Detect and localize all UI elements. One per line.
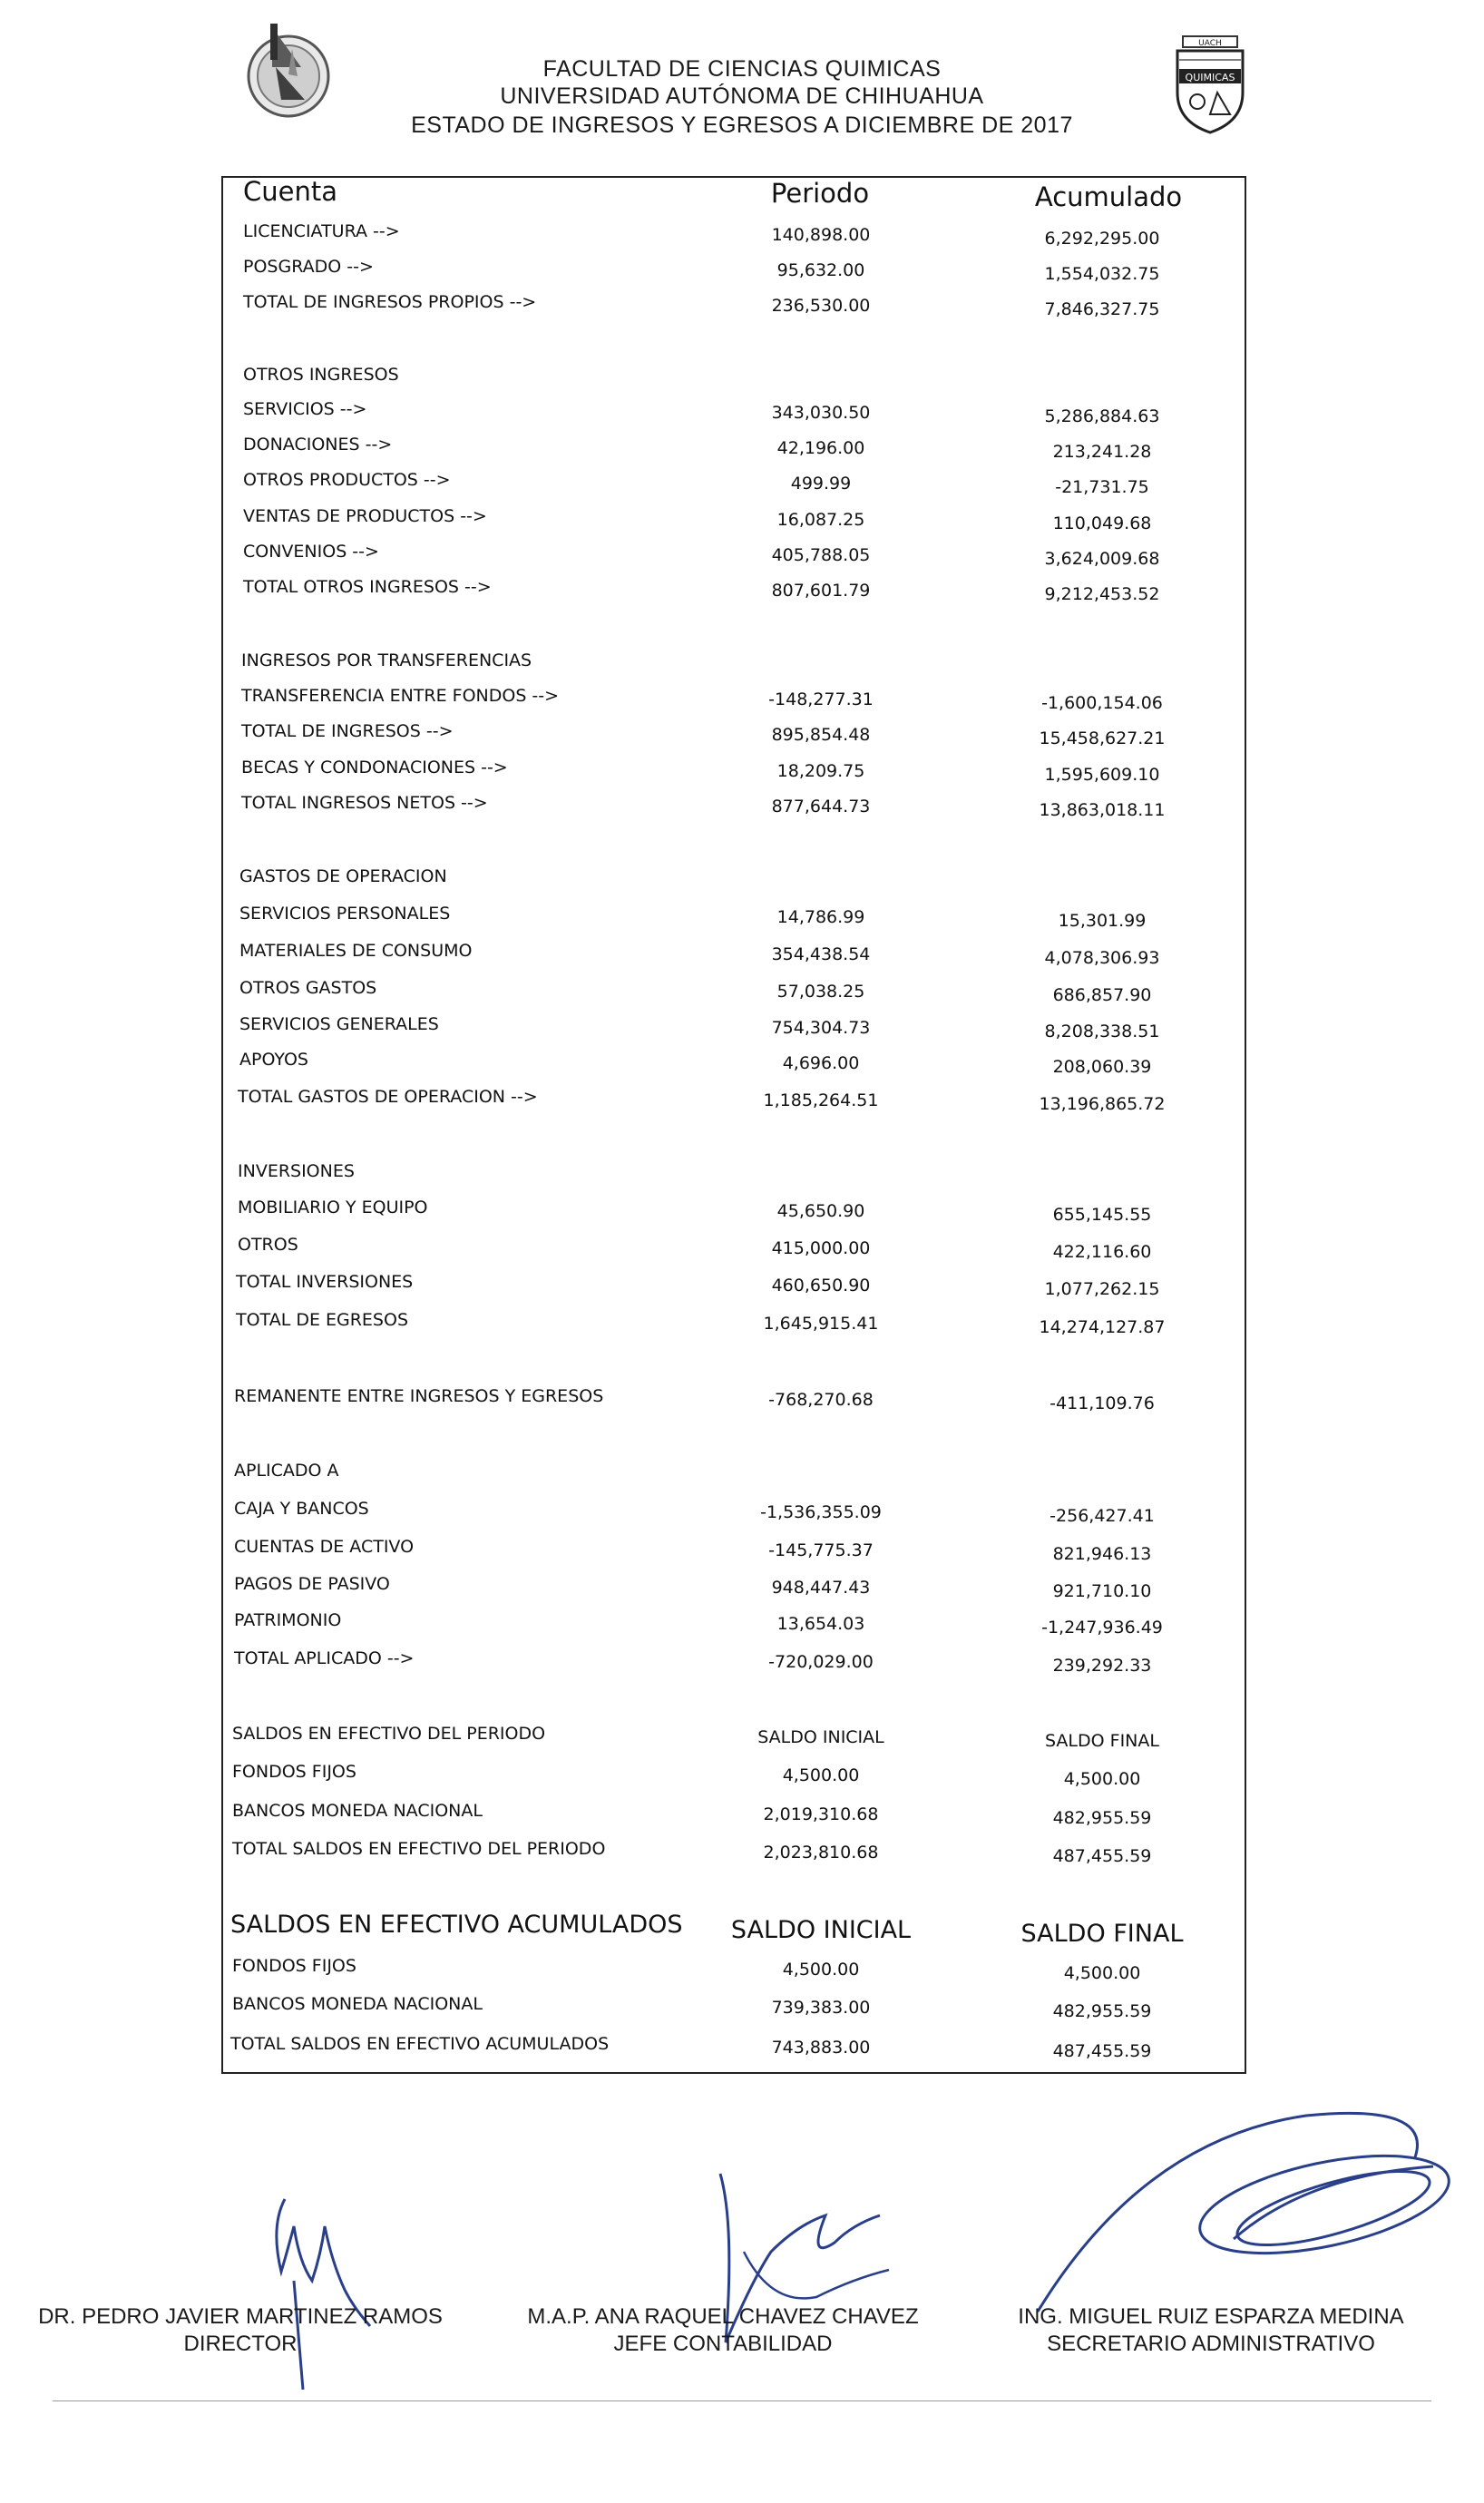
admin-signature xyxy=(1034,2103,1460,2321)
director-signature xyxy=(234,2172,388,2399)
row-label: APOYOS xyxy=(239,1050,308,1070)
row-label: SERVICIOS PERSONALES xyxy=(239,904,451,924)
row-periodo-value: 2,019,310.68 xyxy=(763,1804,879,1824)
row-periodo-value: 14,786.99 xyxy=(776,907,865,927)
row-label: TOTAL DE INGRESOS PROPIOS --> xyxy=(243,292,537,312)
row-acumulado-value: 8,208,338.51 xyxy=(1044,1022,1160,1041)
signer-3-name: ING. MIGUEL RUIZ ESPARZA MEDINA xyxy=(1018,2304,1404,2329)
row-periodo-value: 236,530.00 xyxy=(771,296,871,316)
row-periodo-value: 45,650.90 xyxy=(776,1201,865,1221)
row-label: REMANENTE ENTRE INGRESOS Y EGRESOS xyxy=(234,1386,604,1406)
row-label: SALDOS EN EFECTIVO ACUMULADOS xyxy=(230,1911,683,1939)
row-label: BANCOS MONEDA NACIONAL xyxy=(232,1994,483,2014)
university-name: UNIVERSIDAD AUTÓNOMA DE CHIHUAHUA xyxy=(500,83,984,109)
row-label: DONACIONES --> xyxy=(243,435,393,455)
row-acumulado-value: 4,078,306.93 xyxy=(1044,948,1160,968)
row-periodo-value: 895,854.48 xyxy=(771,725,871,745)
row-periodo-value: 95,632.00 xyxy=(776,260,865,280)
row-acumulado-value: -411,109.76 xyxy=(1050,1393,1155,1413)
row-periodo-value: 415,000.00 xyxy=(771,1238,871,1258)
row-label: TOTAL SALDOS EN EFECTIVO ACUMULADOS xyxy=(230,2034,610,2054)
row-acumulado-value: 5,286,884.63 xyxy=(1044,406,1160,426)
row-acumulado-value: 13,863,018.11 xyxy=(1039,800,1166,820)
row-label: TOTAL INGRESOS NETOS --> xyxy=(241,793,488,813)
row-label: TOTAL APLICADO --> xyxy=(234,1648,415,1668)
row-label: FONDOS FIJOS xyxy=(232,1762,356,1782)
row-acumulado-value: 239,292.33 xyxy=(1052,1656,1152,1676)
row-periodo-value: -145,775.37 xyxy=(768,1540,874,1560)
row-periodo-value: 140,898.00 xyxy=(771,225,871,245)
row-label: OTROS PRODUCTOS --> xyxy=(243,470,451,490)
row-acumulado-value: -1,600,154.06 xyxy=(1041,693,1163,713)
row-periodo-value: -1,536,355.09 xyxy=(760,1502,882,1522)
row-label: BANCOS MONEDA NACIONAL xyxy=(232,1801,483,1821)
row-acumulado-value: 15,301.99 xyxy=(1058,911,1147,931)
row-periodo-value: 754,304.73 xyxy=(771,1018,871,1038)
row-periodo-value: 354,438.54 xyxy=(771,944,871,964)
row-periodo-value: 743,883.00 xyxy=(771,2038,871,2058)
row-label: GASTOS DE OPERACION xyxy=(239,866,447,886)
row-label: TRANSFERENCIA ENTRE FONDOS --> xyxy=(241,686,560,706)
crest-top-text: UACH xyxy=(1198,39,1222,48)
faculty-name: FACULTAD DE CIENCIAS QUIMICAS xyxy=(542,56,942,82)
row-acumulado-value: 13,196,865.72 xyxy=(1039,1094,1166,1114)
row-label: CONVENIOS --> xyxy=(243,542,379,562)
row-label: INVERSIONES xyxy=(238,1161,355,1181)
signer-2-name: M.A.P. ANA RAQUEL CHAVEZ CHAVEZ xyxy=(527,2304,919,2329)
row-periodo-value: 1,185,264.51 xyxy=(763,1090,879,1110)
row-periodo-value: 42,196.00 xyxy=(776,438,865,458)
row-acumulado-value: 422,116.60 xyxy=(1052,1242,1152,1262)
row-acumulado-value: SALDO FINAL xyxy=(1020,1920,1184,1948)
row-label: BECAS Y CONDONACIONES --> xyxy=(241,758,508,777)
row-label: PATRIMONIO xyxy=(234,1610,342,1630)
row-acumulado-value: 1,554,032.75 xyxy=(1044,264,1160,284)
row-label: TOTAL OTROS INGRESOS --> xyxy=(243,577,492,597)
col-header-acumulado: Acumulado xyxy=(1034,181,1183,212)
row-label: OTROS GASTOS xyxy=(239,978,377,998)
row-periodo-value: 4,500.00 xyxy=(782,1960,860,1980)
row-periodo-value: -720,029.00 xyxy=(768,1652,874,1672)
row-acumulado-value: 9,212,453.52 xyxy=(1044,584,1160,604)
signer-1-title: DIRECTOR xyxy=(183,2332,298,2356)
col-header-periodo: Periodo xyxy=(770,178,870,209)
crest-mid-text: QUIMICAS xyxy=(1185,72,1235,83)
row-label: CUENTAS DE ACTIVO xyxy=(234,1537,415,1557)
row-periodo-value: 16,087.25 xyxy=(776,510,865,530)
signer-3-title: SECRETARIO ADMINISTRATIVO xyxy=(1047,2332,1375,2356)
row-acumulado-value: 15,458,627.21 xyxy=(1039,728,1166,748)
row-periodo-value: 2,023,810.68 xyxy=(763,1843,879,1863)
row-acumulado-value: SALDO FINAL xyxy=(1045,1731,1159,1751)
row-periodo-value: 460,650.90 xyxy=(771,1276,871,1295)
row-label: POSGRADO --> xyxy=(243,257,374,277)
row-acumulado-value: 6,292,295.00 xyxy=(1044,229,1160,249)
row-periodo-value: 499.99 xyxy=(790,474,852,494)
row-label: OTROS INGRESOS xyxy=(243,365,399,385)
row-label: TOTAL INVERSIONES xyxy=(236,1272,414,1292)
row-label: FONDOS FIJOS xyxy=(232,1956,356,1976)
row-acumulado-value: -21,731.75 xyxy=(1055,477,1149,497)
row-label: OTROS xyxy=(238,1235,298,1255)
row-label: TOTAL DE EGRESOS xyxy=(236,1310,408,1330)
row-acumulado-value: 14,274,127.87 xyxy=(1039,1317,1166,1337)
row-acumulado-value: 1,077,262.15 xyxy=(1044,1279,1160,1299)
row-periodo-value: 57,038.25 xyxy=(776,982,865,1002)
row-acumulado-value: 655,145.55 xyxy=(1052,1205,1152,1225)
row-label: INGRESOS POR TRANSFERENCIAS xyxy=(241,650,532,670)
row-acumulado-value: 1,595,609.10 xyxy=(1044,765,1160,785)
row-acumulado-value: 110,049.68 xyxy=(1052,513,1152,533)
row-periodo-value: 1,645,915.41 xyxy=(763,1314,879,1334)
row-acumulado-value: 686,857.90 xyxy=(1052,985,1152,1005)
row-label: TOTAL DE INGRESOS --> xyxy=(241,721,454,741)
row-periodo-value: -148,277.31 xyxy=(768,689,874,709)
row-acumulado-value: 3,624,009.68 xyxy=(1044,549,1160,569)
row-label: MATERIALES DE CONSUMO xyxy=(239,941,473,961)
row-label: CAJA Y BANCOS xyxy=(234,1499,369,1519)
row-label: APLICADO A xyxy=(234,1461,339,1481)
row-acumulado-value: 487,455.59 xyxy=(1052,1846,1152,1866)
row-label: SERVICIOS GENERALES xyxy=(239,1014,439,1034)
row-label: SERVICIOS --> xyxy=(243,399,367,419)
row-acumulado-value: -1,247,936.49 xyxy=(1041,1618,1163,1638)
row-acumulado-value: 921,710.10 xyxy=(1052,1581,1152,1601)
row-label: TOTAL GASTOS DE OPERACION --> xyxy=(238,1087,538,1107)
footer-divider xyxy=(53,2400,1431,2401)
row-periodo-value: 18,209.75 xyxy=(776,761,865,781)
row-label: VENTAS DE PRODUCTOS --> xyxy=(243,506,487,526)
row-periodo-value: 13,654.03 xyxy=(776,1614,865,1634)
row-acumulado-value: 4,500.00 xyxy=(1063,1963,1141,1983)
row-acumulado-value: 208,060.39 xyxy=(1052,1057,1152,1077)
row-acumulado-value: 4,500.00 xyxy=(1063,1769,1141,1789)
row-periodo-value: -768,270.68 xyxy=(768,1390,874,1410)
signer-2-title: JEFE CONTABILIDAD xyxy=(613,2332,833,2356)
row-acumulado-value: 213,241.28 xyxy=(1052,442,1152,462)
row-label: SALDOS EN EFECTIVO DEL PERIODO xyxy=(232,1724,546,1744)
row-periodo-value: SALDO INICIAL xyxy=(757,1727,884,1747)
row-label: LICENCIATURA --> xyxy=(243,221,400,241)
row-periodo-value: 948,447.43 xyxy=(771,1578,871,1598)
row-label: MOBILIARIO Y EQUIPO xyxy=(238,1198,428,1217)
row-periodo-value: 4,696.00 xyxy=(782,1053,860,1073)
row-periodo-value: SALDO INICIAL xyxy=(730,1916,912,1944)
row-acumulado-value: 7,846,327.75 xyxy=(1044,299,1160,319)
row-acumulado-value: -256,427.41 xyxy=(1050,1506,1155,1526)
col-header-cuenta: Cuenta xyxy=(243,176,337,207)
row-periodo-value: 405,788.05 xyxy=(771,545,871,565)
report-title: ESTADO DE INGRESOS Y EGRESOS A DICIEMBRE DE 2017 xyxy=(411,112,1073,138)
row-acumulado-value: 482,955.59 xyxy=(1052,2001,1152,2021)
row-acumulado-value: 821,946.13 xyxy=(1052,1544,1152,1564)
row-label: TOTAL SALDOS EN EFECTIVO DEL PERIODO xyxy=(232,1839,606,1859)
row-label: PAGOS DE PASIVO xyxy=(234,1574,390,1594)
row-periodo-value: 4,500.00 xyxy=(782,1765,860,1785)
row-acumulado-value: 482,955.59 xyxy=(1052,1808,1152,1828)
row-periodo-value: 877,644.73 xyxy=(771,797,871,816)
signer-1-name: DR. PEDRO JAVIER MARTINEZ RAMOS xyxy=(38,2304,443,2329)
row-periodo-value: 739,383.00 xyxy=(771,1998,871,2018)
row-periodo-value: 343,030.50 xyxy=(771,403,871,423)
row-acumulado-value: 487,455.59 xyxy=(1052,2041,1152,2061)
row-periodo-value: 807,601.79 xyxy=(771,581,871,601)
